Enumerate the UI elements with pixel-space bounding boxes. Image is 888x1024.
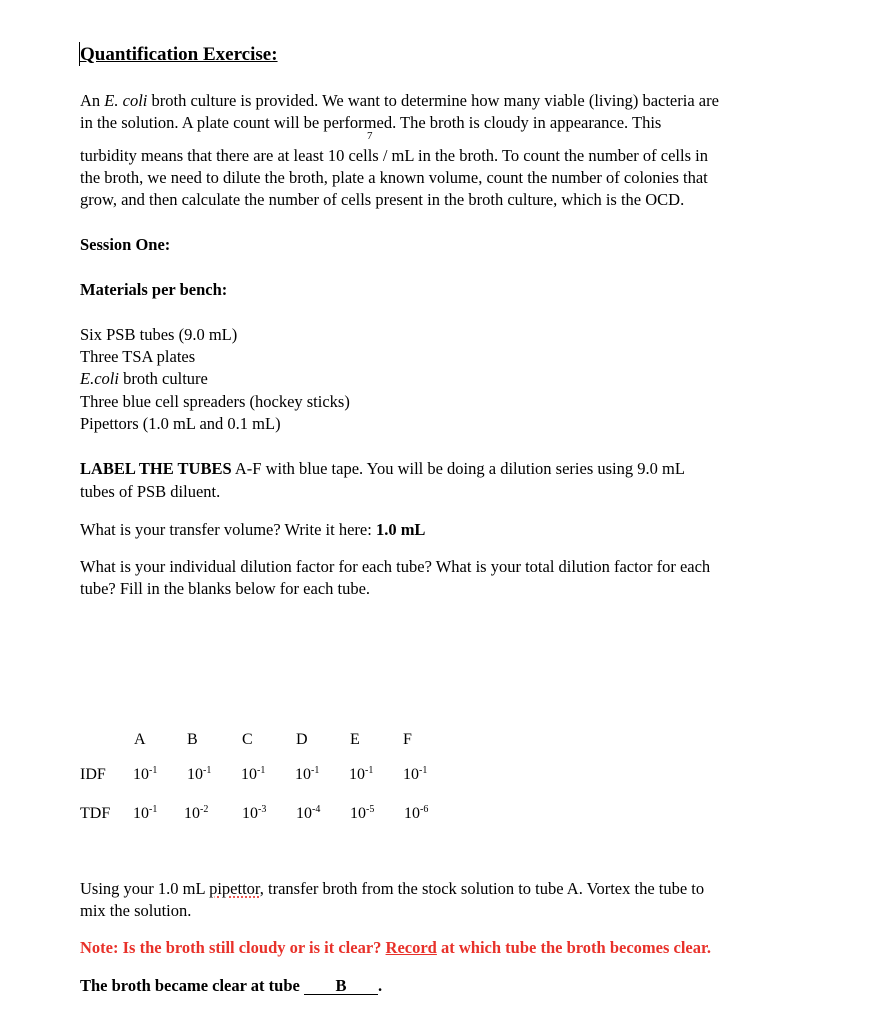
- transfer-question: What is your transfer volume? Write it here: 1.0 mL: [80, 520, 426, 539]
- idf-cell: $10^{-1}$: [295, 765, 320, 783]
- idf-cell: $10^{-1}$: [187, 765, 212, 783]
- column-header-f: F: [403, 731, 412, 748]
- idf-cell: $10^{-1}$: [133, 765, 158, 783]
- intro-line-5: grow, and then calculate the number of cells present in the broth culture, which is the OCD.: [80, 190, 685, 209]
- using-instruction-2: mix the solution.: [80, 901, 192, 920]
- tdf-cell: $10^{-4}$: [296, 804, 321, 822]
- label-instruction-2: tubes of PSB diluent.: [80, 482, 221, 501]
- material-item: Three blue cell spreaders (hockey sticks): [80, 392, 350, 411]
- exponent-7: 7: [367, 130, 373, 142]
- intro-line-2: in the solution. A plate count will be performed. The broth is cloudy in appearance. This: [80, 113, 662, 132]
- tdf-cell: $10^{-2}$: [184, 804, 209, 822]
- column-header-c: C: [242, 731, 253, 748]
- material-item: Three TSA plates: [80, 347, 196, 366]
- column-header-d: D: [296, 731, 308, 748]
- dilution-question: What is your individual dilution factor for each tube? What is your total dilution factor for each: [80, 557, 711, 576]
- material-item: Six PSB tubes (9.0 mL): [80, 325, 238, 344]
- transfer-answer: 1.0 mL: [375, 520, 426, 539]
- materials-heading: Materials per bench:: [80, 280, 228, 299]
- session-heading: Session One:: [80, 235, 171, 254]
- material-item: E.coli broth culture: [80, 369, 208, 388]
- idf-cell: $10^{-1}$: [403, 765, 428, 783]
- tdf-cell: $10^{-6}$: [404, 804, 429, 822]
- column-header-e: E: [350, 731, 360, 748]
- page-title: Quantification Exercise:: [80, 44, 278, 65]
- using-instruction: Using your 1.0 mL pipettor, transfer broth from the stock solution to tube A. Vortex the tube to: [80, 879, 705, 898]
- tdf-label: TDF: [80, 805, 111, 822]
- column-header-a: A: [134, 731, 146, 748]
- intro-line-4: the broth, we need to dilute the broth, plate a known volume, count the number of colonies that: [80, 168, 708, 187]
- intro-line-3: turbidity means that there are at least 10 cells / mL in the broth. To count the number of cells in: [80, 146, 708, 165]
- clear-statement: The broth became clear at tube B .: [80, 976, 383, 995]
- dilution-question-2: tube? Fill in the blanks below for each tube.: [80, 579, 371, 598]
- tdf-cell: $10^{-5}$: [350, 804, 375, 822]
- tdf-cell: $10^{-3}$: [242, 804, 267, 822]
- material-item: Pipettors (1.0 mL and 0.1 mL): [80, 414, 281, 433]
- intro-line-1: An E. coli broth culture is provided. We want to determine how many viable (living) bacteria are: [80, 91, 719, 110]
- idf-cell: $10^{-1}$: [241, 765, 266, 783]
- label-instruction: LABEL THE TUBES A-F with blue tape. You will be doing a dilution series using 9.0 mL: [80, 459, 685, 478]
- clear-tube-answer: B: [304, 977, 378, 995]
- note-text: Note: Is the broth still cloudy or is it clear? Record at which tube the broth becomes clear.: [80, 938, 711, 957]
- idf-cell: $10^{-1}$: [349, 765, 374, 783]
- tdf-cell: $10^{-1}$: [133, 804, 158, 822]
- idf-label: IDF: [80, 766, 106, 783]
- column-header-b: B: [187, 731, 198, 748]
